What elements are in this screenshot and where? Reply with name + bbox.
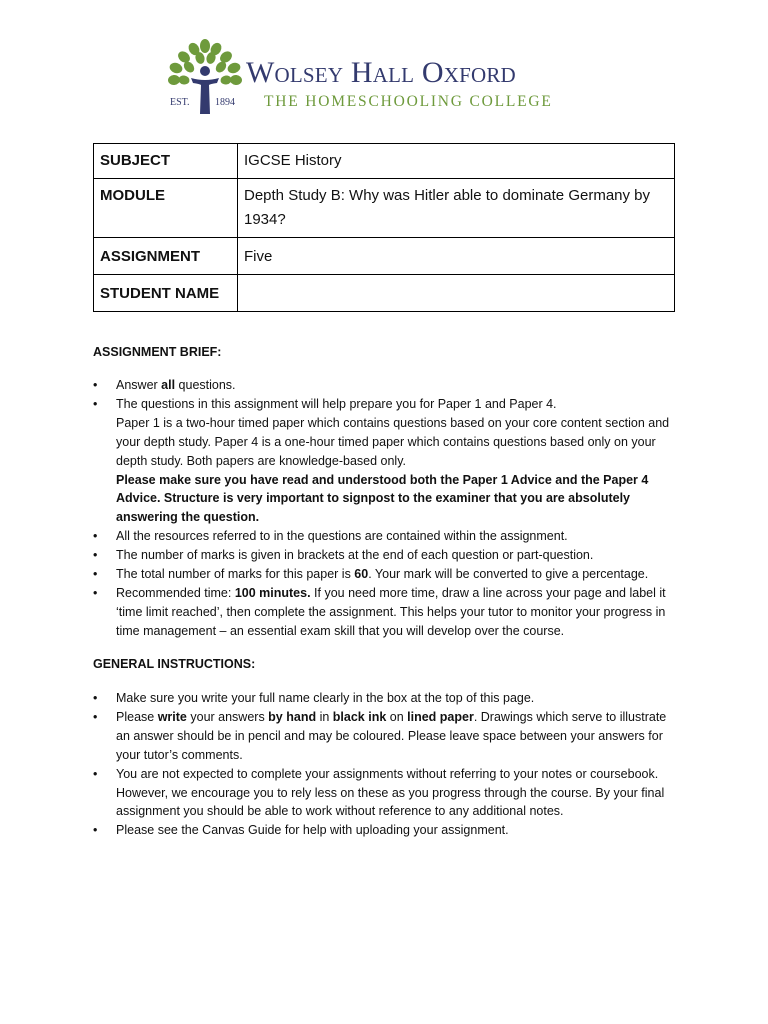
bullet-icon: • [93, 378, 98, 392]
bullet-icon: • [93, 396, 98, 411]
established-label: EST. [170, 97, 190, 108]
bullet-icon: • [93, 823, 98, 838]
list-item: • Recommended time: 100 minutes. If you need more time, draw a line across your page and label it ‘time limit reached’, then complete the assignment. This helps your tutor to monitor your progress in time management – an essential exam skill that you will develop over the course. [93, 585, 666, 638]
list-item: • The total number of marks for this paper is 60. Your mark will be converted to give a percentage. [93, 565, 683, 584]
brand-name: Wolsey Hall Oxford [246, 56, 516, 89]
bullet-icon: • [93, 691, 98, 705]
bullet-icon: • [93, 766, 98, 781]
list-item: • The number of marks is given in brackets at the end of each question or part-question. [93, 546, 683, 565]
bullet-icon: • [93, 529, 98, 544]
brand-tagline: THE HOMESCHOOLING COLLEGE [264, 93, 553, 110]
module-label: MODULE [94, 179, 238, 238]
student-name-field[interactable] [238, 275, 675, 312]
assignment-info-table [93, 143, 675, 312]
list-item: • Make sure you write your full name clearly in the box at the top of this page. [93, 689, 683, 708]
assignment-brief-heading: ASSIGNMENT BRIEF: [93, 345, 222, 359]
bullet-icon: • [93, 709, 98, 724]
assignment-label: ASSIGNMENT [94, 238, 238, 275]
list-item: • Please see the Canvas Guide for help with uploading your assignment. [93, 821, 683, 840]
general-instructions-heading: GENERAL INSTRUCTIONS: [93, 657, 256, 671]
list-item: • Please write your answers by hand in black ink on lined paper. Drawings which serve to illustrate an answer should be in pencil and may be coloured. Please leave space between your answers for your tutor’s comments. [93, 709, 667, 762]
table-row-subject [94, 144, 675, 179]
bullet-icon: • [93, 585, 98, 600]
module-value: Depth Study B: Why was Hitler able to dominate Germany by 1934? [238, 179, 675, 238]
list-item: • The questions in this assignment will help prepare you for Paper 1 and Paper 4. Paper 1 is a two-hour timed paper which contains questions based on your core content section and your depth study. Paper 4 is a one-hour timed paper which contains questions based only on your depth study. Both papers are knowledge-based only. Please make sure you have read and understood both the Paper 1 Advice and the Paper 4 Advice. Structure is very important to signpost to the examiner that you are absolutely answering the question. [93, 396, 670, 525]
subject-label: SUBJECT [94, 144, 238, 179]
table-row-module [94, 179, 675, 238]
bullet-icon: • [93, 548, 98, 563]
table-row-student-name [94, 275, 675, 312]
table-row-assignment [94, 238, 675, 275]
bullet-icon: • [93, 567, 98, 582]
general-instructions-list [93, 689, 683, 840]
wolsey-hall-logo [160, 38, 610, 118]
assignment-brief-list [93, 376, 683, 641]
list-item: • All the resources referred to in the questions are contained within the assignment. [93, 527, 683, 546]
list-item: • Answer all questions. [93, 376, 683, 395]
established-year: 1894 [215, 97, 235, 108]
assignment-value: Five [238, 238, 675, 275]
list-item: • You are not expected to complete your assignments without referring to your notes or coursebook. However, we encourage you to rely less on these as you progress through the course. By your final assignment you should be able to work without reference to any additional notes. [93, 766, 665, 819]
student-name-label: STUDENT NAME [94, 275, 238, 312]
subject-value: IGCSE History [238, 144, 675, 179]
